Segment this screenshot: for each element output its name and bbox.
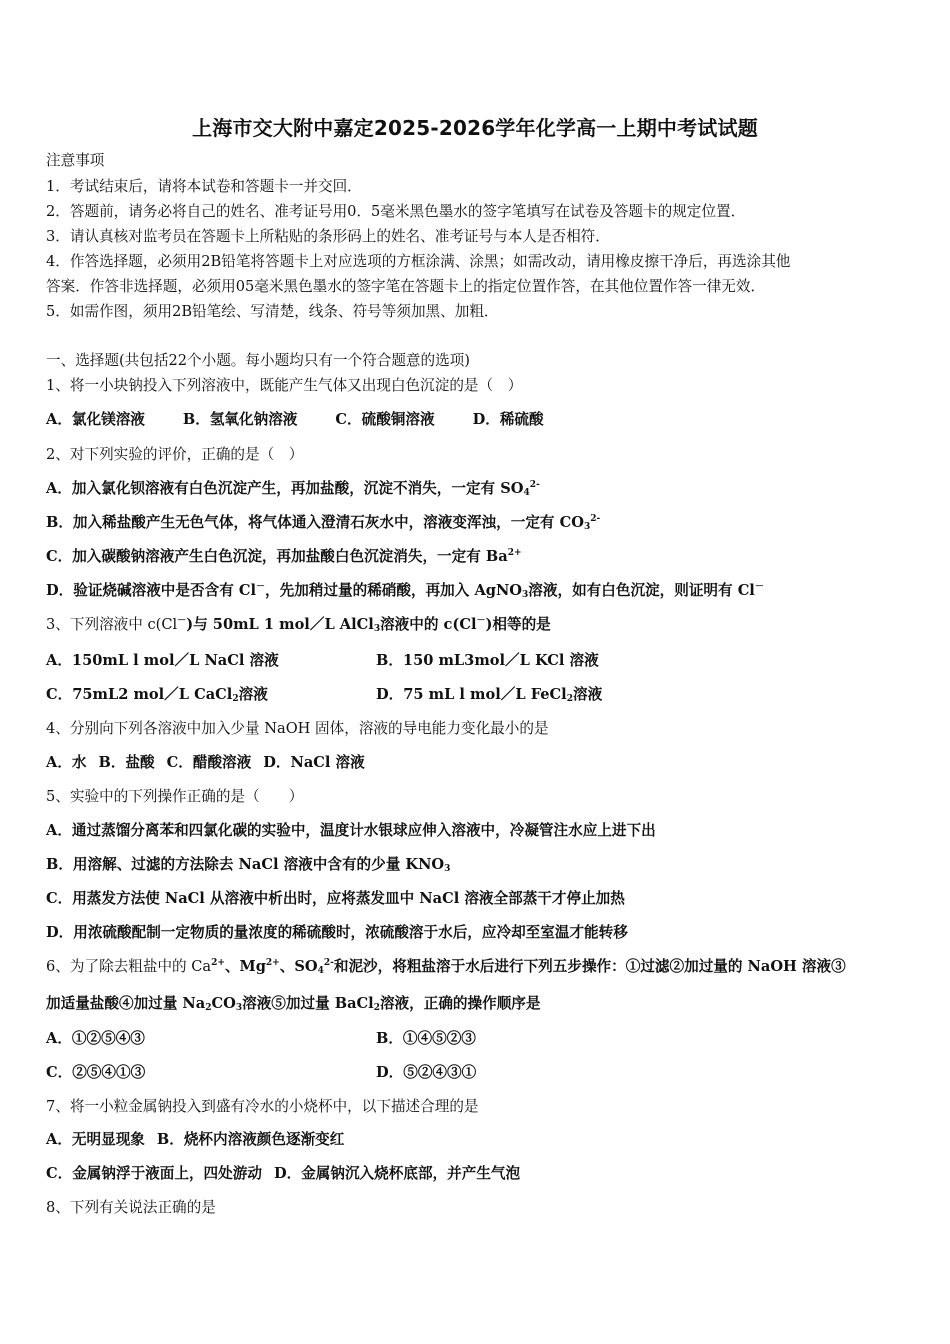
question-3-stem: 3、下列溶液中 c(Cl－)与 50mL 1 mol／L AlCl$_3$溶液中的 c(Cl－)相等的是	[46, 616, 551, 634]
question-1-stem: 1、将一小块钠投入下列溶液中，既能产生气体又出现白色沉淀的是（ ）	[46, 377, 523, 394]
notice-item: 答案．作答非选择题，必须用05毫米黑色墨水的签字笔在答题卡上的指定位置作答，在其他位置作答一律无效．	[46, 278, 766, 295]
option-c: C．醋酸溶液	[166, 754, 252, 771]
option-d: D．稀硫酸	[472, 411, 544, 428]
option-c: C．金属钠浮于液面上，四处游动	[46, 1165, 262, 1182]
option-b: B．氢氧化钠溶液	[182, 411, 298, 428]
option-b: B．烧杯内溶液颜色逐渐变红	[156, 1131, 345, 1148]
notice-item: 5．如需作图，须用2B铅笔绘、写清楚，线条、符号等须加黑、加粗．	[46, 303, 499, 320]
notice-item: 1．考试结束后，请将本试卷和答题卡一并交回．	[46, 178, 362, 195]
option-b: B．150 mL3mol／L KCl 溶液	[376, 652, 599, 669]
option-c: C．75mL2 mol／L CaCl$_2$溶液	[46, 686, 268, 704]
notice-item: 3．请认真核对监考员在答题卡上所粘贴的条形码上的姓名、准考证号与本人是否相符．	[46, 228, 610, 245]
option-c: C．②⑤④①③	[46, 1064, 146, 1081]
question-6-stem-line1: 6、为了除去粗盐中的 $Ca^{2+}$、$Mg^{2+}$、$SO_4^{2-}$和泥沙，将粗盐溶于水后进行下列五步操作：①过滤②加过量的 NaOH 溶液③	[46, 958, 846, 976]
section-heading: 一、选择题(共包括22个小题。每小题均只有一个符合题意的选项)	[46, 352, 470, 369]
option-d: D．75 mL l mol／L FeCl$_2$溶液	[376, 686, 603, 704]
question-5-option-a: A．通过蒸馏分离苯和四氯化碳的实验中，温度计水银球应伸入溶液中，冷凝管注水应上进下出	[46, 822, 656, 839]
option-d: D．NaCl 溶液	[263, 754, 365, 771]
question-7-options-row2	[46, 1164, 520, 1184]
question-2-option-d: D．验证烧碱溶液中是否含有 Cl－，先加稍过量的稀硝酸，再加入 AgNO$_3$溶液，如有白色沉淀，则证明有 Cl－	[46, 582, 764, 600]
option-a: A．氯化镁溶液	[46, 411, 145, 428]
question-2-option-a: A．加入氯化钡溶液有白色沉淀产生，再加盐酸，沉淀不消失，一定有 $SO_4^{2-}$	[46, 480, 540, 498]
option-d: D．⑤②④③①	[376, 1064, 477, 1081]
option-b: B．①④⑤②③	[376, 1030, 476, 1047]
question-8-stem: 8、下列有关说法正确的是	[46, 1199, 216, 1216]
option-d: D．金属钠沉入烧杯底部，并产生气泡	[273, 1165, 521, 1182]
question-6-options-row1	[46, 1029, 906, 1049]
question-5-option-c: C．用蒸发方法使 NaCl 从溶液中析出时，应将蒸发皿中 NaCl 溶液全部蒸干才停止加热	[46, 890, 625, 907]
question-6-stem-line2: 加适量盐酸④加过量 $Na_2CO_3$溶液⑤加过量 BaCl$_2$溶液，正确的操作顺序是	[46, 995, 541, 1013]
option-c: C．硫酸铜溶液	[335, 411, 435, 428]
question-5-option-d: D．用浓硫酸配制一定物质的量浓度的稀硫酸时，浓硫酸溶于水后，应冷却至室温才能转移	[46, 924, 628, 941]
notice-item: 4．作答选择题，必须用2B铅笔将答题卡上对应选项的方框涂满、涂黑；如需改动，请用橡皮擦干净后，再选涂其他	[46, 253, 791, 270]
option-b: B．盐酸	[98, 754, 155, 771]
question-5-option-b: B．用溶解、过滤的方法除去 NaCl 溶液中含有的少量 $KNO_3$	[46, 856, 451, 874]
question-5-stem: 5、实验中的下列操作正确的是（ ）	[46, 788, 304, 805]
question-7-options-row1	[46, 1130, 344, 1150]
question-3-options-row2	[46, 685, 906, 705]
option-a: A．水	[46, 754, 87, 771]
question-3-options-row1	[46, 651, 906, 671]
question-2-option-b: B．加入稀盐酸产生无色气体，将气体通入澄清石灰水中，溶液变浑浊，一定有 $CO_3^{2-}$	[46, 514, 601, 532]
notice-item: 2．答题前，请务必将自己的姓名、准考证号用0．5毫米黑色墨水的签字笔填写在试卷及答题卡的规定位置．	[46, 203, 746, 220]
question-2-option-c: C．加入碳酸钠溶液产生白色沉淀，再加盐酸白色沉淀消失，一定有 $Ba^{2+}$	[46, 548, 522, 565]
option-a: A．150mL l mol／L NaCl 溶液	[46, 652, 279, 669]
question-1-options	[46, 410, 544, 430]
option-a: A．①②⑤④③	[46, 1030, 145, 1047]
question-4-options	[46, 753, 365, 773]
option-a: A．无明显现象	[46, 1131, 145, 1148]
question-7-stem: 7、将一小粒金属钠投入到盛有冷水的小烧杯中，以下描述合理的是	[46, 1098, 479, 1115]
notice-heading: 注意事项	[46, 152, 105, 169]
question-6-options-row2	[46, 1063, 906, 1083]
question-4-stem: 4、分别向下列各溶液中加入少量 NaOH 固体，溶液的导电能力变化最小的是	[46, 720, 549, 737]
page-title: 上海市交大附中嘉定2025-2026学年化学高一上期中考试试题	[192, 116, 758, 140]
question-2-stem: 2、对下列实验的评价，正确的是（ ）	[46, 446, 304, 463]
